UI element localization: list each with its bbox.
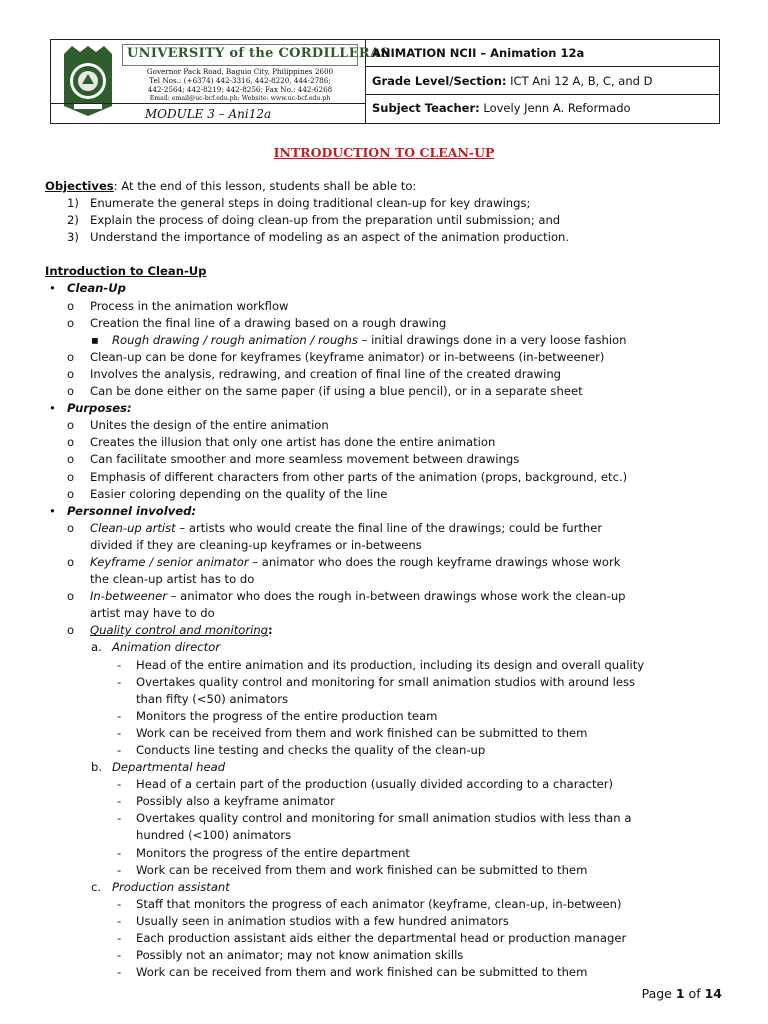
qc-heading: Quality control and monitoring [90, 623, 269, 638]
list-item-text: Monitors the progress of the entire department [136, 845, 410, 860]
list-item [45, 349, 735, 366]
list-item [45, 588, 735, 605]
dash-icon: - [117, 913, 122, 928]
list-item [45, 947, 735, 964]
list-item-text: Head of a certain part of the production (usually divided according to a character) [136, 777, 613, 792]
list-item [45, 451, 735, 468]
circle-bullet-icon: o [67, 315, 75, 330]
definition: – initial drawings done in a very loose fashion [357, 332, 627, 347]
circle-bullet-icon: o [67, 520, 75, 535]
dash-icon: - [117, 896, 122, 911]
list-item-text: Can facilitate smoother and more seamless movement between drawings [90, 452, 520, 467]
list-item-text [90, 588, 626, 605]
list-item-text [112, 332, 627, 349]
role-label: Departmental head [112, 760, 226, 775]
list-item-text: hundred (<100) animators [136, 828, 292, 843]
qc-colon: : [268, 623, 273, 638]
university-address [122, 67, 358, 103]
address-line: Governor Pack Road, Baguio City, Philippines 2600 [146, 67, 334, 76]
list-letter: a. [91, 640, 102, 655]
list-item-text: Clean-up can be done for keyframes (keyframe animator) or in-betweens (in-betweener) [90, 349, 605, 364]
list-item [45, 725, 735, 742]
dash-icon: - [117, 862, 122, 877]
course-title: ANIMATION NCII – Animation 12a [365, 40, 719, 67]
list-item [45, 469, 735, 486]
module-label: MODULE 3 – Ani12a [51, 103, 365, 124]
list-item [45, 366, 735, 383]
list-item [45, 776, 735, 793]
objective-text: Explain the process of doing clean-up from the preparation until submission; and [90, 213, 561, 228]
list-item-text: Work can be received from them and work finished can be submitted to them [136, 725, 588, 740]
list-number: 2) [67, 213, 79, 228]
dash-icon: - [117, 931, 122, 946]
list-item-text: divided if they are cleaning-up keyframes or in-betweens [90, 537, 422, 552]
dash-icon: - [117, 777, 122, 792]
address-line: 442-2564; 442-8219; 442-8256; Fax No.: 442-6268 [147, 85, 333, 94]
list-item-text: Can be done either on the same paper (if using a blue pencil), or in a separate sheet [90, 384, 583, 399]
section-heading [45, 263, 735, 280]
address-line: Tel Nos.: (+6374) 442-3316, 442-8220, 444-2786; [149, 76, 331, 85]
list-item-continuation [45, 571, 735, 588]
teacher-row [365, 95, 719, 123]
teacher-value: Lovely Jenn A. Reformado [483, 101, 631, 115]
list-item-continuation [45, 605, 735, 622]
grade-label: Grade Level/Section: [372, 74, 507, 88]
objective-item [45, 212, 735, 229]
objective-item [45, 195, 735, 212]
list-item-text: Process in the animation workflow [90, 298, 289, 313]
term: Clean-up artist [90, 520, 176, 535]
list-item-text: Work can be received from them and work finished can be submitted to them [136, 862, 588, 877]
list-item-text: Creates the illusion that only one artist has done the entire animation [90, 435, 496, 450]
role-label: Production assistant [112, 879, 230, 894]
circle-bullet-icon: o [67, 298, 75, 313]
list-item-text [90, 554, 620, 571]
dash-icon: - [117, 743, 122, 757]
list-item-text: Involves the analysis, redrawing, and creation of final line of the created drawing [90, 366, 562, 381]
list-item-text [90, 622, 273, 639]
list-item [45, 742, 735, 759]
role-label: Animation director [112, 640, 221, 655]
bullet-icon: • [49, 503, 56, 518]
list-item [45, 810, 735, 827]
role-heading [45, 639, 735, 656]
objective-text: Enumerate the general steps in doing traditional clean-up for key drawings; [90, 196, 531, 211]
list-number: 3) [67, 230, 79, 245]
current-page: 1 [675, 986, 685, 1001]
circle-bullet-icon: o [67, 366, 75, 381]
list-item [45, 298, 735, 315]
dash-icon: - [117, 657, 122, 672]
list-item [45, 417, 735, 434]
list-item-text: artist may have to do [90, 606, 215, 621]
list-item [45, 554, 735, 571]
dash-icon: - [117, 794, 122, 809]
list-item-text: Usually seen in animation studios with a few hundred animators [136, 913, 509, 928]
circle-bullet-icon: o [67, 589, 75, 604]
circle-bullet-icon: o [67, 384, 75, 399]
bullet-heading [45, 400, 735, 417]
bullet-icon: • [49, 401, 56, 416]
list-item [45, 708, 735, 725]
total-pages: 14 [704, 986, 722, 1001]
list-item-text: Creation the final line of a drawing based on a rough drawing [90, 315, 447, 330]
section-heading-text: Introduction to Clean-Up [45, 264, 207, 279]
list-item [45, 622, 735, 639]
list-item [45, 315, 735, 332]
list-item-text: Conducts line testing and checks the quality of the clean-up [136, 743, 486, 757]
role-heading [45, 759, 735, 776]
circle-bullet-icon: o [67, 418, 75, 433]
square-bullet-icon: ▪ [91, 332, 99, 347]
bullet-heading [45, 503, 735, 520]
list-item-text: Easier coloring depending on the quality of the line [90, 486, 388, 501]
list-item [45, 913, 735, 930]
circle-bullet-icon: o [67, 623, 75, 638]
list-item-text: Work can be received from them and work finished can be submitted to them [136, 965, 588, 980]
document-header [50, 39, 720, 124]
bullet-icon: • [49, 281, 56, 296]
list-item-text: Staff that monitors the progress of each animator (keyframe, clean-up, in-between) [136, 896, 622, 911]
list-item-text: than fifty (<50) animators [136, 691, 289, 706]
document-body [45, 178, 735, 981]
bullet-heading [45, 280, 735, 297]
dash-icon: - [117, 948, 122, 963]
list-item [45, 383, 735, 400]
definition: – artists who would create the final line of the drawings; could be further [175, 520, 603, 535]
list-item [45, 930, 735, 947]
term: Keyframe / senior animator [90, 554, 249, 569]
list-item-continuation [45, 691, 735, 708]
cleanup-heading: Clean-Up [67, 281, 126, 296]
list-item [45, 793, 735, 810]
objective-text: Understand the importance of modeling as an aspect of the animation production. [90, 230, 570, 245]
circle-bullet-icon: o [67, 435, 75, 450]
dash-icon: - [117, 965, 122, 980]
list-item [45, 845, 735, 862]
page-title: INTRODUCTION TO CLEAN-UP [273, 145, 495, 160]
dash-icon: - [117, 845, 122, 860]
university-name: UNIVERSITY of the CORDILLERAS [122, 44, 358, 66]
grade-value: ICT Ani 12 A, B, C, and D [510, 74, 653, 88]
contact-line: Email: email@uc-bcf.edu.ph; Website: www.uc-bcf.edu.ph [149, 95, 331, 102]
term: In-betweener [90, 589, 167, 604]
list-item [45, 486, 735, 503]
list-item-text: Overtakes quality control and monitoring for small animation studios with around less [136, 674, 636, 689]
list-item [45, 896, 735, 913]
term: Rough drawing / rough animation / roughs [112, 332, 358, 347]
list-item [45, 434, 735, 451]
list-item-text: Overtakes quality control and monitoring for small animation studios with less than a [136, 811, 632, 826]
course-info [365, 40, 719, 123]
list-item-continuation [45, 827, 735, 844]
list-item-text: the clean-up artist has to do [90, 572, 255, 587]
list-item [45, 332, 735, 349]
dash-icon: - [117, 674, 122, 689]
dash-icon: - [117, 811, 122, 826]
personnel-heading: Personnel involved: [67, 503, 197, 518]
of-word: of [688, 986, 701, 1001]
page-number [642, 986, 722, 1001]
list-item-text: Head of the entire animation and its production, including its design and overall quality [136, 657, 645, 672]
list-letter: b. [91, 760, 103, 775]
definition: – animator who does the rough keyframe drawings whose work [248, 554, 621, 569]
list-item-text: Unites the design of the entire animation [90, 418, 329, 433]
role-heading [45, 879, 735, 896]
purposes-heading: Purposes: [67, 401, 132, 416]
list-item [45, 862, 735, 879]
list-item [45, 657, 735, 674]
circle-bullet-icon: o [67, 554, 75, 569]
circle-bullet-icon: o [67, 469, 75, 484]
list-item-text: Emphasis of different characters from other parts of the animation (props, background, etc.) [90, 469, 628, 484]
grade-level-row [365, 67, 719, 95]
page-word: Page [641, 986, 672, 1001]
list-item [45, 520, 735, 537]
list-item-text: Each production assistant aids either the departmental head or production manager [136, 931, 627, 946]
list-number: 1) [67, 196, 79, 211]
objective-item [45, 229, 735, 246]
list-item [45, 964, 735, 981]
objectives-intro [45, 178, 735, 195]
list-item-text: Possibly not an animator; may not know animation skills [136, 948, 464, 963]
objectives-intro-text: : At the end of this lesson, students shall be able to: [113, 179, 417, 193]
list-item-text: Monitors the progress of the entire production team [136, 708, 438, 723]
list-letter: c. [91, 879, 102, 894]
circle-bullet-icon: o [67, 452, 75, 467]
list-item-text: Possibly also a keyframe animator [136, 794, 335, 809]
list-item-continuation [45, 537, 735, 554]
teacher-label: Subject Teacher: [372, 101, 480, 115]
list-item [45, 674, 735, 691]
dash-icon: - [117, 725, 122, 740]
university-block [51, 40, 391, 123]
circle-bullet-icon: o [67, 349, 75, 364]
circle-bullet-icon: o [67, 486, 75, 501]
dash-icon: - [117, 708, 122, 723]
list-item-text [90, 520, 602, 537]
objectives-label: Objectives [45, 179, 114, 193]
definition: – animator who does the rough in-between drawings whose work the clean-up [166, 589, 626, 604]
